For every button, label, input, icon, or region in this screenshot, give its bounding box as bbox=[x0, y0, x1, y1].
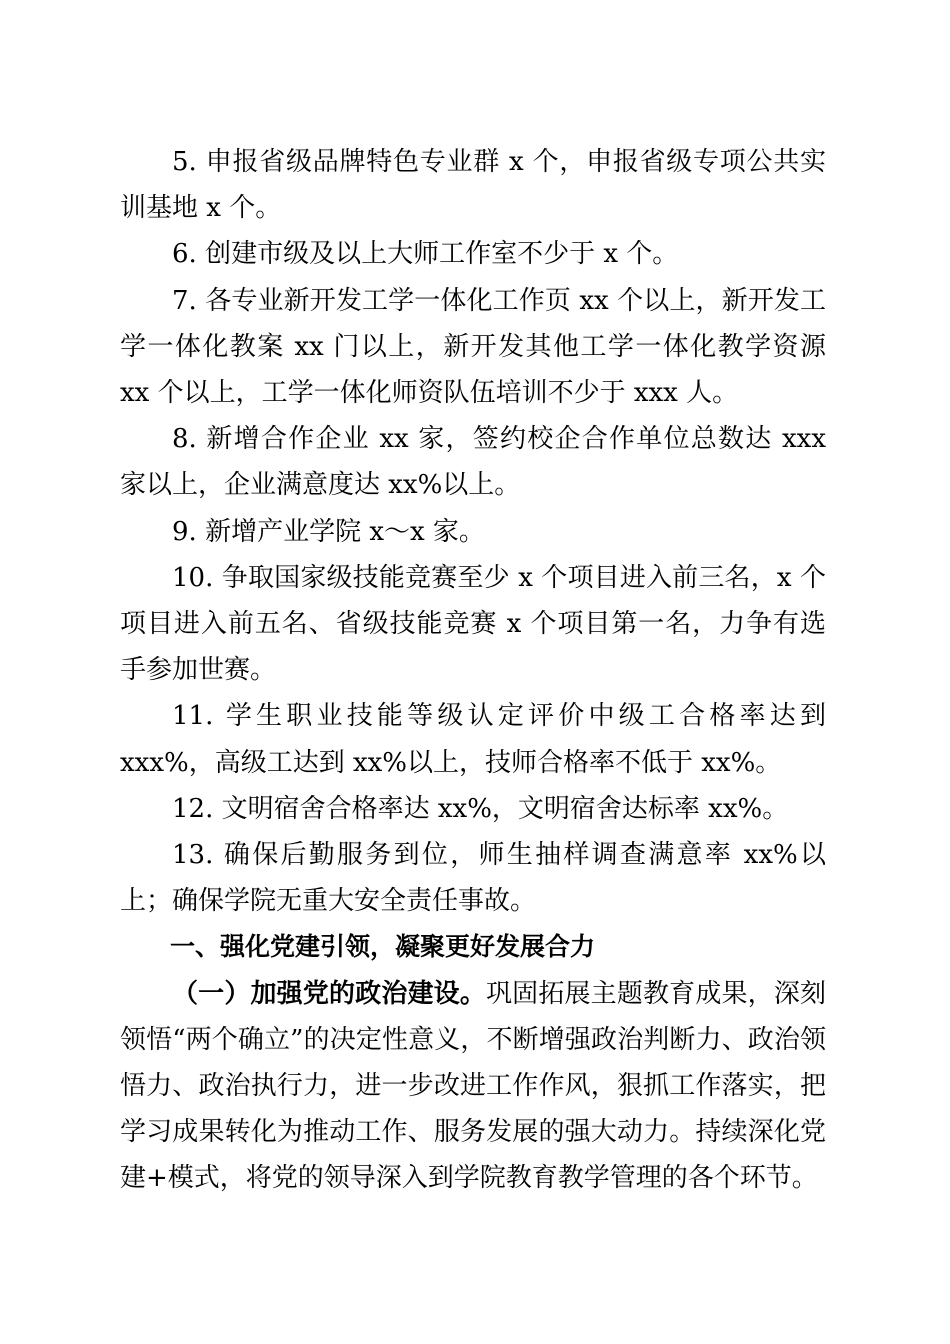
list-item-6: 6. 创建市级及以上大师工作室不少于 x 个。 bbox=[172, 239, 679, 270]
list-item-9: 9. 新增产业学院 x～x 家。 bbox=[172, 516, 485, 547]
list-item-12: 12. 文明宿舍合格率达 xx%，文明宿舍达标率 xx%。 bbox=[172, 793, 789, 824]
list-item-8: 8. 新增合作企业 xx 家，签约校企合作单位总数达 xxx 家以上，企业满意度达 xx%以上。 bbox=[120, 424, 826, 501]
subsection-paragraph bbox=[120, 971, 826, 1202]
list-item-7: 7. 各专业新开发工学一体化工作页 xx 个以上，新开发工学一体化教案 xx 门以上，新开发其他工学一体化教学资源 xx 个以上，工学一体化师资队伍培训不少于 xxx 人。 bbox=[120, 285, 826, 409]
document-page bbox=[120, 139, 826, 1202]
subsection-body: 巩固拓展主题教育成果，深刻领悟“两个确立”的决定性意义，不断增强政治判断力、政治领悟力、政治执行力，进一步改进工作作风，狠抓工作落实，把学习成果转化为推动工作、服务发展的强大动力。持续深化党建+模式，将党的领导深入到学院教育教学管理的各个环节。 bbox=[120, 978, 826, 1194]
section-heading: 一、强化党建引领，凝聚更好发展合力 bbox=[170, 932, 596, 962]
list-item-13: 13. 确保后勤服务到位，师生抽样调查满意率 xx%以上；确保学院无重大安全责任事故。 bbox=[120, 840, 826, 917]
list-item-5: 5. 申报省级品牌特色专业群 x 个，申报省级专项公共实训基地 x 个。 bbox=[120, 147, 826, 224]
subsection-title: （一）加强党的政治建设。 bbox=[172, 978, 486, 1009]
list-item-10: 10. 争取国家级技能竞赛至少 x 个项目进入前三名，x 个项目进入前五名、省级技能竞赛 x 个项目第一名，力争有选手参加世赛。 bbox=[120, 562, 826, 686]
list-item-11: 11. 学生职业技能等级认定评价中级工合格率达到 xxx%，高级工达到 xx%以上，技师合格率不低于 xx%。 bbox=[120, 701, 826, 778]
